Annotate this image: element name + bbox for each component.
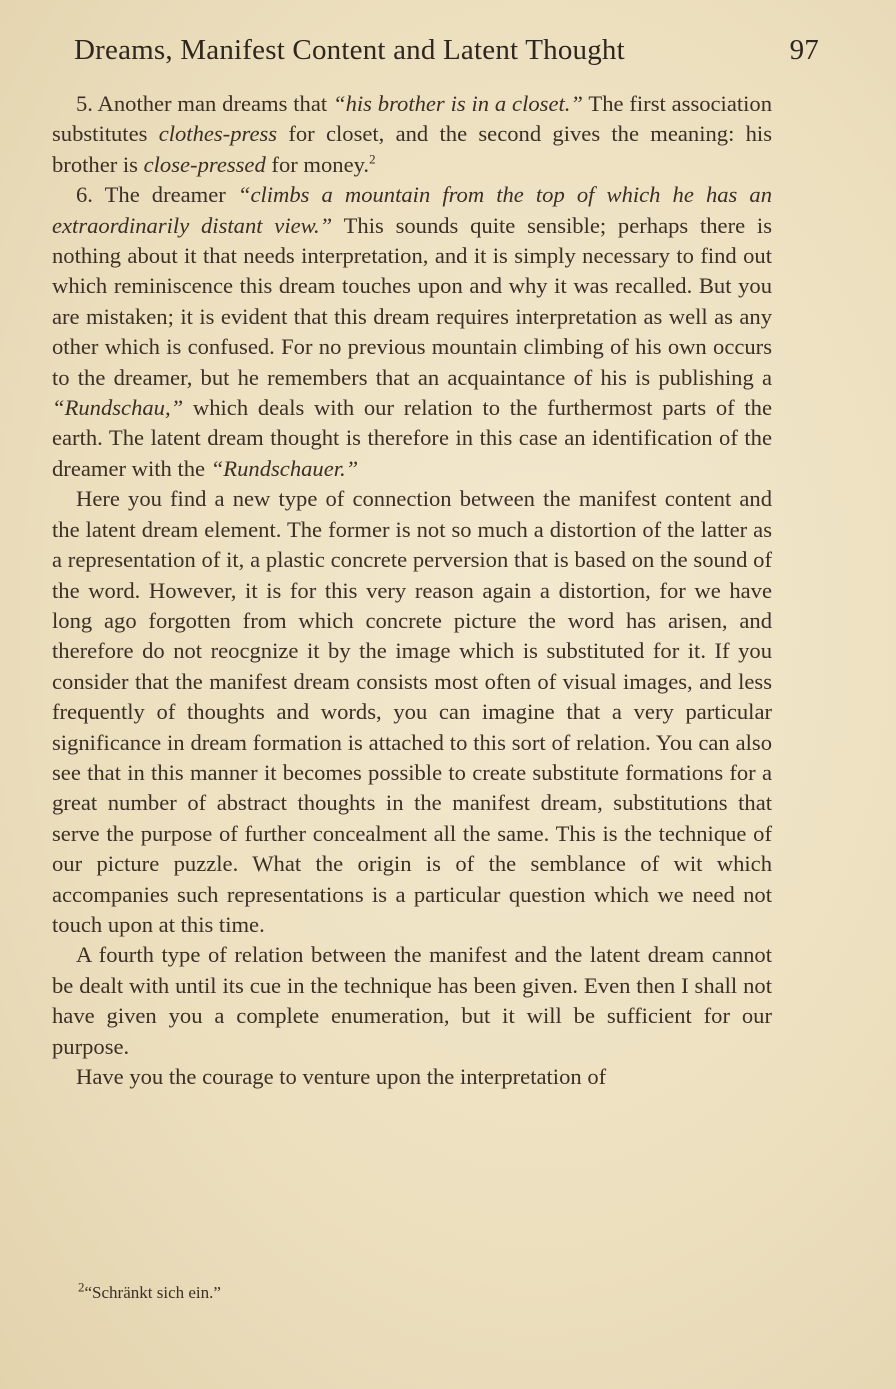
paragraph-8: A fourth type of relation between the manifest and the latent dream cannot be dealt with until its cue in the technique has been given. Even then I shall not have given you a complete enumeration, but it will be sufficient for our purpose. xyxy=(52,942,772,1059)
p5-clothes-press: clothes-press xyxy=(158,121,278,147)
paragraph-6 xyxy=(52,180,772,484)
p6-rundschau: “Rundschau,” xyxy=(52,395,184,421)
running-header xyxy=(74,34,819,67)
body-text xyxy=(52,89,772,1092)
p6-text-b: This sounds quite sensible; perhaps there is nothing about it that needs interpretation, and it is simply necessary to find out which reminiscence this dream touches upon and why it was recalled. But you are mistaken; it is evident that this dream requires interpretation as well as any other which is confused. For no previous mountain climbing of his own occurs to the dreamer, but he remembers that an acquaintance of his is publishing a xyxy=(52,212,772,390)
paragraph-9: Have you the courage to venture upon the interpretation of xyxy=(76,1064,607,1089)
p6-rundschauer: “Rundschauer.” xyxy=(210,455,359,481)
p6-text-a: 6. The dreamer xyxy=(76,182,238,208)
p6-text-c: which deals with our relation to the furthermost parts of the earth. The latent dream thought is therefore in this case an identification of the dreamer with the xyxy=(52,395,772,481)
p5-quote: “his brother is in a closet.” xyxy=(333,91,583,116)
p5-text-c: for closet, and the second gives the meaning: his brother is xyxy=(52,121,772,177)
footnote-ref: 2 xyxy=(369,151,376,167)
page-number: 97 xyxy=(789,34,819,66)
p5-close-pressed: close-pressed xyxy=(143,151,266,177)
paragraph-5 xyxy=(52,89,772,180)
paragraph-7: Here you find a new type of connection between the manifest content and the latent dream element. The former is not so much a distortion of the latter as a representation of it, a plastic concrete perversion that is based on the sound of the word. However, it is for this very reason again a distortion, for we have long ago forgotten from which concrete picture the word has arisen, and therefore do not reocgnize it by the image which is substituted for it. If you consider that the manifest dream consists most often of visual images, and less frequently of thoughts and words, you can imagine that a very particular significance in dream formation is attached to this sort of relation. You can also see that in this manner it becomes possible to create substitute formations for a great number of abstract thoughts in the manifest dream, substitutions that serve the purpose of further concealment all the same. This is the technique of our picture puzzle. What the origin is of the semblance of wit which accompanies such representations is a particular question which we need not touch upon at this time. xyxy=(52,486,772,937)
footnote-text: “Schränkt sich ein.” xyxy=(84,1283,221,1302)
p5-text-b: The first association substitutes xyxy=(52,91,773,147)
p6-quote: “climbs a mountain from the top of which he has an extraordinarily distant view.” xyxy=(52,182,772,238)
footnote-marker: 2 xyxy=(78,1279,85,1295)
p5-text-d: for money. xyxy=(265,151,370,177)
p5-text-a: 5. Another man dreams that xyxy=(76,91,333,116)
running-title: Dreams, Manifest Content and Latent Thought xyxy=(74,34,625,66)
footnote xyxy=(78,1279,221,1303)
